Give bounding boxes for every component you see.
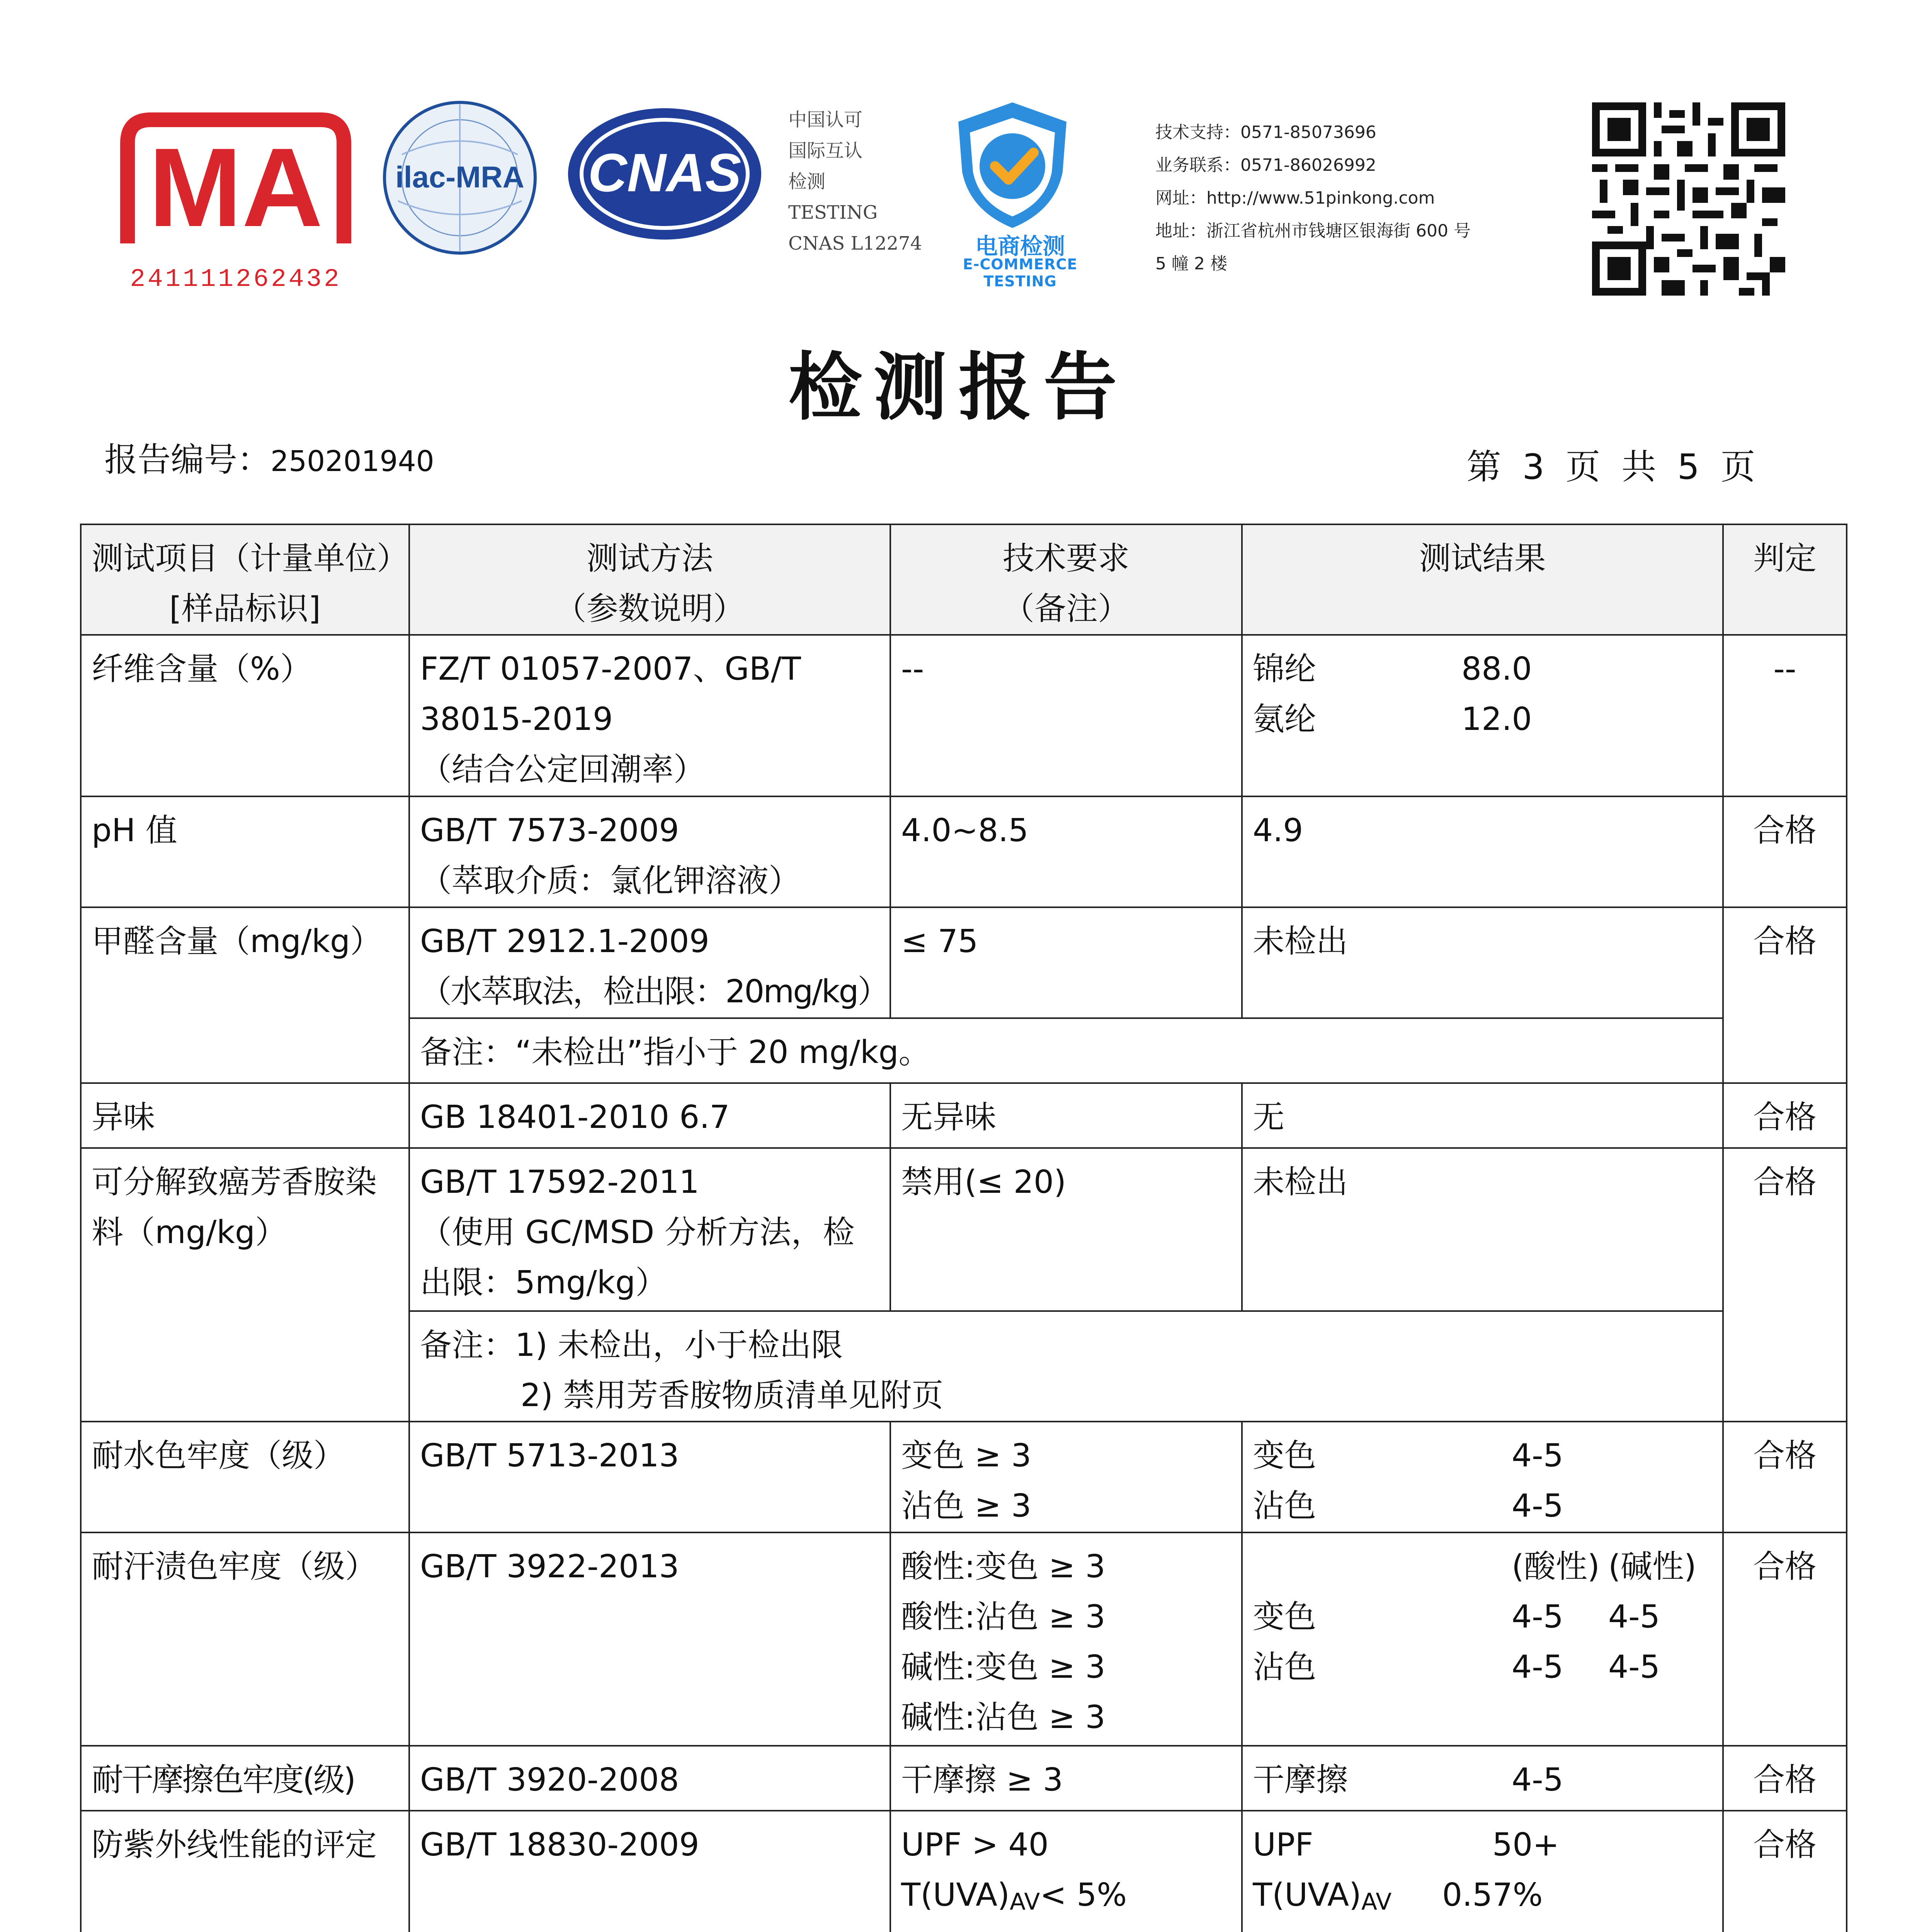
result-cell: 未检出 bbox=[1242, 1148, 1723, 1311]
method-cell: GB/T 2912.1-2009 （水萃取法，检出限：20mg/kg） bbox=[409, 907, 890, 1018]
ilac-mra-logo bbox=[379, 97, 541, 259]
cnas-accreditation-text bbox=[788, 104, 922, 259]
requirement-cell: 变色 ≥ 3 沾色 ≥ 3 bbox=[890, 1422, 1242, 1532]
method-cell: GB/T 5713-2013 bbox=[409, 1422, 890, 1532]
ecommerce-testing-title: 电商检测 bbox=[975, 233, 1065, 259]
cnas-line: 中国认可 bbox=[788, 109, 863, 131]
page-indicator: 第 3 页 共 5 页 bbox=[1466, 447, 1755, 487]
method-cell: GB 18401-2010 6.7 bbox=[409, 1083, 890, 1148]
header-requirement: 技术要求 （备注） bbox=[890, 524, 1242, 635]
item-cell: 纤维含量（%） bbox=[81, 635, 409, 796]
result-cell: 干摩擦 4-5 bbox=[1242, 1746, 1723, 1811]
test-results-table bbox=[80, 524, 1847, 1932]
item-cell: 甲醛含量（mg/kg） bbox=[81, 907, 409, 1083]
method-cell: GB/T 3920-2008 bbox=[409, 1746, 890, 1811]
verdict-cell: 合格 bbox=[1723, 907, 1847, 1083]
result-cell: 锦纶 88.0 氨纶 12.0 bbox=[1242, 635, 1723, 796]
report-number-value: 250201940 bbox=[270, 445, 434, 478]
requirement-cell: ≤ 75 bbox=[890, 907, 1242, 1018]
cma-number: 241111262432 bbox=[130, 265, 342, 294]
address-line-2: 5 幢 2 楼 bbox=[1155, 254, 1227, 274]
ecommerce-testing-subtitle: E-COMMERCE TESTING bbox=[963, 256, 1078, 290]
table-row bbox=[81, 1148, 1847, 1311]
result-cell: 无 bbox=[1242, 1083, 1723, 1148]
method-cell: GB/T 7573-2009 （萃取介质：氯化钾溶液） bbox=[409, 796, 890, 907]
method-cell: FZ/T 01057-2007、GB/T 38015-2019 （结合公定回潮率） bbox=[409, 635, 890, 796]
report-number bbox=[104, 433, 434, 481]
website: 网址：http://www.51pinkong.com bbox=[1155, 188, 1435, 208]
report-title: 检测报告 bbox=[788, 344, 1129, 430]
table-header-row bbox=[81, 524, 1847, 635]
cnas-line: 国际互认 bbox=[788, 140, 863, 162]
cnas-line: 检测 bbox=[788, 171, 826, 192]
verdict-cell: 合格 bbox=[1723, 1083, 1847, 1148]
contact-info bbox=[1155, 116, 1471, 280]
requirement-cell: 干摩擦 ≥ 3 bbox=[890, 1746, 1242, 1811]
table-row bbox=[81, 1532, 1847, 1746]
requirement-cell: UPF > 40 T(UVA)AV< 5% bbox=[890, 1811, 1242, 1932]
cma-text: MA bbox=[148, 125, 323, 250]
requirement-cell: -- bbox=[890, 635, 1242, 796]
note-cell: 备注：“未检出”指小于 20 mg/kg。 bbox=[409, 1018, 1723, 1083]
item-cell: 耐水色牢度（级） bbox=[81, 1422, 409, 1532]
verdict-cell: 合格 bbox=[1723, 796, 1847, 907]
verdict-cell: -- bbox=[1723, 635, 1847, 796]
verdict-cell: 合格 bbox=[1723, 1148, 1847, 1422]
ilac-text: ilac-MRA bbox=[395, 160, 524, 194]
verdict-cell: 合格 bbox=[1723, 1746, 1847, 1811]
method-cell: GB/T 18830-2009 bbox=[409, 1811, 890, 1932]
header-result: 测试结果 bbox=[1242, 524, 1723, 635]
requirement-cell: 酸性:变色 ≥ 3 酸性:沾色 ≥ 3 碱性:变色 ≥ 3 碱性:沾色 ≥ 3 bbox=[890, 1532, 1242, 1746]
qr-code-icon bbox=[1592, 102, 1785, 296]
table-row bbox=[81, 1083, 1847, 1148]
verdict-cell: 合格 bbox=[1723, 1422, 1847, 1532]
method-cell: GB/T 17592-2011 （使用 GC/MSD 分析方法，检 出限：5mg/kg） bbox=[409, 1148, 890, 1311]
table-row bbox=[81, 1422, 1847, 1532]
report-number-label: 报告编号： bbox=[104, 440, 270, 479]
result-cell: 4.9 bbox=[1242, 796, 1723, 907]
header-test-method: 测试方法 （参数说明） bbox=[409, 524, 890, 635]
address: 地址：浙江省杭州市钱塘区银海街 600 号 bbox=[1155, 221, 1471, 241]
item-cell: pH 值 bbox=[81, 796, 409, 907]
table-row bbox=[81, 796, 1847, 907]
item-cell: 耐干摩擦色牢度(级) bbox=[81, 1746, 409, 1811]
item-cell: 可分解致癌芳香胺染 料（mg/kg） bbox=[81, 1148, 409, 1422]
table-row bbox=[81, 1811, 1847, 1932]
note-cell: 备注：1) 未检出，小于检出限 2) 禁用芳香胺物质清单见附页 bbox=[409, 1311, 1723, 1422]
verdict-cell: 合格 bbox=[1723, 1811, 1847, 1932]
cnas-text: CNAS bbox=[588, 142, 742, 203]
result-cell: (酸性) (碱性) 变色 4-5 4-5 沾色 4-5 4-5 bbox=[1242, 1532, 1723, 1746]
ecommerce-shield-icon bbox=[943, 95, 1082, 234]
result-cell: UPF 50+ T(UVA)AV 0.57% bbox=[1242, 1811, 1723, 1932]
requirement-cell: 无异味 bbox=[890, 1083, 1242, 1148]
header-verdict: 判定 bbox=[1723, 524, 1847, 635]
table-row bbox=[81, 1746, 1847, 1811]
business-phone: 业务联系：0571-86026992 bbox=[1155, 155, 1376, 175]
item-cell: 异味 bbox=[81, 1083, 409, 1148]
header-test-item: 测试项目（计量单位） [样品标识] bbox=[81, 524, 409, 635]
cnas-line: CNAS L12274 bbox=[788, 233, 922, 254]
table-row bbox=[81, 907, 1847, 1018]
cnas-line: TESTING bbox=[788, 202, 878, 223]
cnas-logo bbox=[564, 104, 765, 243]
result-cell: 变色 4-5 沾色 4-5 bbox=[1242, 1422, 1723, 1532]
table-row bbox=[81, 635, 1847, 796]
item-cell: 防紫外线性能的评定 bbox=[81, 1811, 409, 1932]
method-cell: GB/T 3922-2013 bbox=[409, 1532, 890, 1746]
result-cell: 未检出 bbox=[1242, 907, 1723, 1018]
item-cell: 耐汗渍色牢度（级） bbox=[81, 1532, 409, 1746]
requirement-cell: 禁用(≤ 20) bbox=[890, 1148, 1242, 1311]
requirement-cell: 4.0~8.5 bbox=[890, 796, 1242, 907]
cma-logo bbox=[112, 97, 359, 298]
tech-support-phone: 技术支持：0571-85073696 bbox=[1155, 122, 1376, 142]
verdict-cell: 合格 bbox=[1723, 1532, 1847, 1746]
